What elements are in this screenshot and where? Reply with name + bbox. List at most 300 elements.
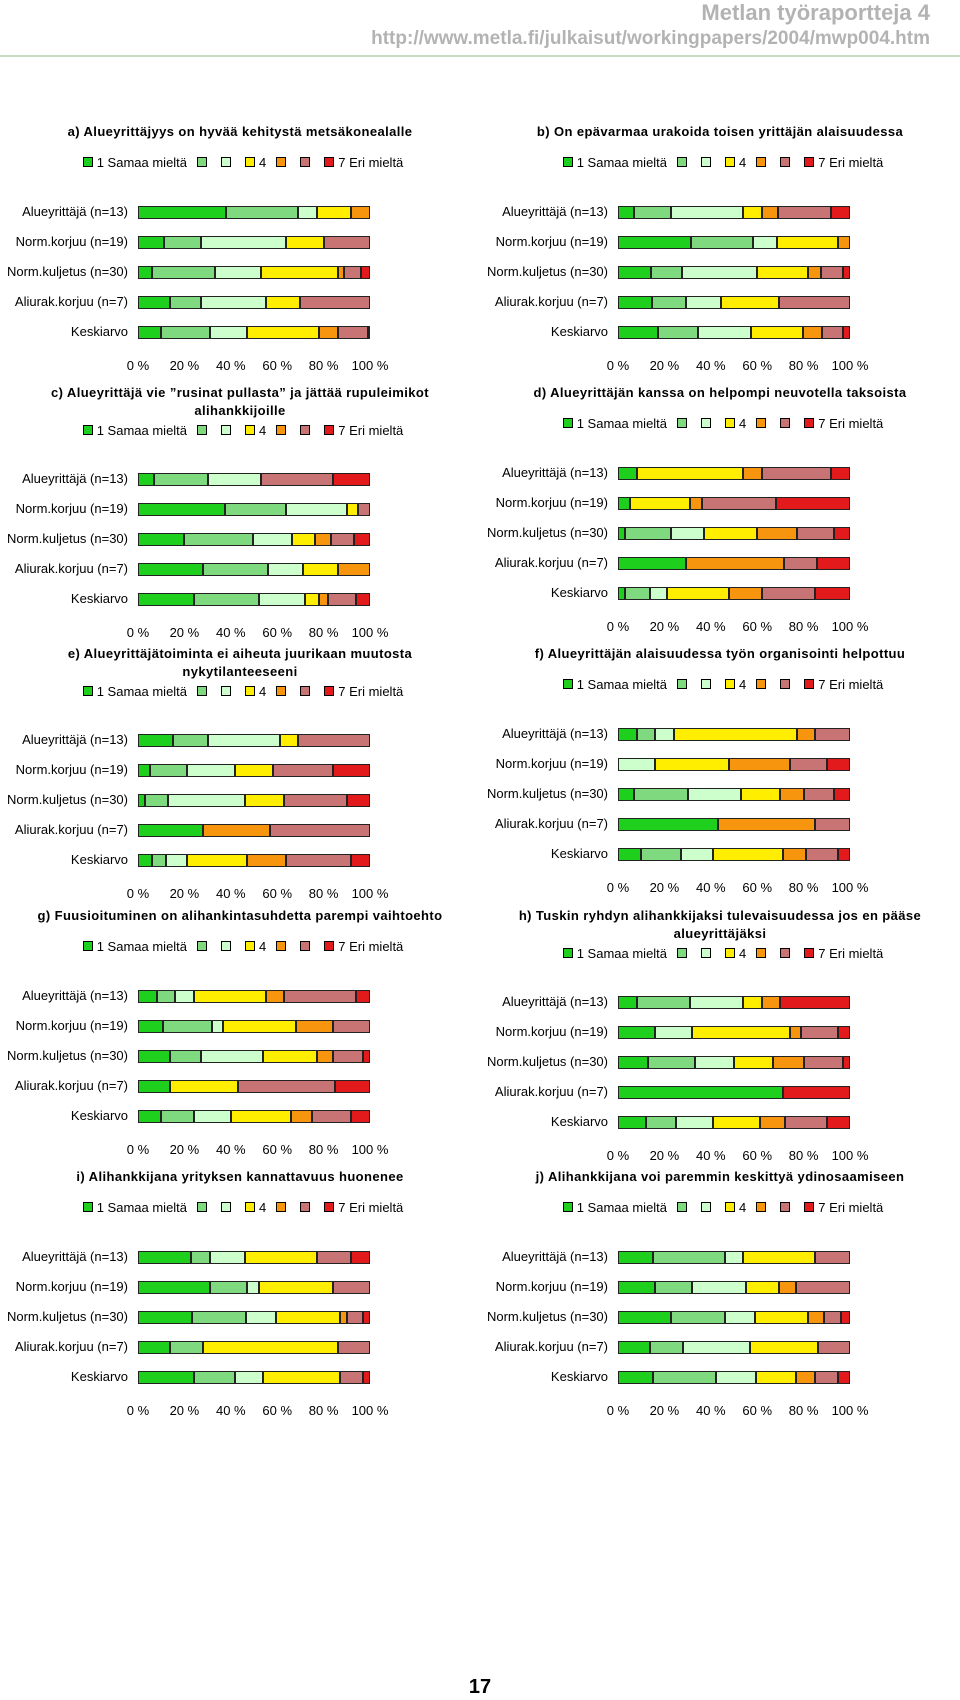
- bar-segment: [138, 824, 203, 837]
- bar-segment: [338, 326, 368, 339]
- report-url[interactable]: http://www.metla.fi/julkaisut/workingpapers/2004/mwp004.htm: [371, 28, 930, 49]
- bar-segment: [226, 206, 298, 219]
- axis-tick-label: 60 %: [742, 880, 773, 895]
- bar-segment: [838, 236, 850, 249]
- bar-segment: [363, 1371, 370, 1384]
- bar-segment: [138, 473, 154, 486]
- category-label: Alueyrittäjä (n=13): [22, 471, 128, 486]
- bar-segment: [170, 296, 202, 309]
- legend-label: 1 Samaa mieltä: [576, 416, 668, 431]
- bar-segment: [618, 296, 652, 309]
- chart-title: a) Alueyrittäjyys on hyvää kehitystä metsäkonealalle: [67, 124, 413, 139]
- bar-segment: [280, 734, 299, 747]
- bar-segment: [194, 990, 266, 1003]
- category-label: Alueyrittäjä (n=13): [22, 204, 128, 219]
- category-label: Norm.korjuu (n=19): [15, 1018, 128, 1033]
- legend-label: 1 Samaa mieltä: [576, 1200, 668, 1215]
- stacked-bar: [138, 593, 370, 606]
- category-label: Norm.korjuu (n=19): [495, 1024, 608, 1039]
- category-label: Aliurak.korjuu (n=7): [494, 294, 608, 309]
- legend-swatch: [677, 157, 687, 167]
- bar-segment: [319, 326, 338, 339]
- axis-tick-label: 80 %: [788, 619, 819, 634]
- category-label: Aliurak.korjuu (n=7): [494, 1084, 608, 1099]
- legend-swatch: [804, 1202, 814, 1212]
- category-label: Alueyrittäjä (n=13): [502, 994, 608, 1009]
- bar-segment: [741, 788, 780, 801]
- bar-segment: [743, 1251, 815, 1264]
- stacked-bar: [618, 296, 850, 309]
- bar-segment: [317, 206, 352, 219]
- bar-segment: [363, 1050, 370, 1063]
- axis-tick-label: 100 %: [351, 886, 389, 901]
- bar-segment: [333, 473, 370, 486]
- bar-segment: [138, 1020, 163, 1033]
- legend-label: 4: [739, 1200, 747, 1215]
- chart-title: i) Alihankkijana yrityksen kannattavuus huonenee: [76, 1169, 404, 1184]
- axis-tick-label: 0 %: [606, 1403, 630, 1418]
- category-label: Norm.korjuu (n=19): [495, 234, 608, 249]
- bar-segment: [276, 1311, 339, 1324]
- stacked-bar: [138, 1050, 370, 1063]
- bar-segment: [757, 527, 796, 540]
- bar-segment: [797, 728, 816, 741]
- bar-segment: [618, 1371, 653, 1384]
- bar-segment: [671, 1311, 724, 1324]
- bar-segment: [671, 527, 703, 540]
- bar-segment: [247, 326, 319, 339]
- page-number: 17: [468, 1676, 492, 1698]
- bar-segment: [328, 593, 356, 606]
- stacked-bar: [618, 497, 850, 510]
- axis-tick-label: 40 %: [695, 1403, 726, 1418]
- bar-segment: [815, 587, 850, 600]
- category-label: Aliurak.korjuu (n=7): [494, 555, 608, 570]
- axis-tick-label: 40 %: [695, 358, 726, 373]
- bar-segment: [827, 1116, 850, 1129]
- bar-segment: [815, 818, 850, 831]
- axis-tick-label: 100 %: [831, 1403, 869, 1418]
- legend-swatch: [677, 679, 687, 689]
- bar-segment: [152, 854, 166, 867]
- stacked-bar: [138, 563, 370, 576]
- legend-label: 1 Samaa mieltä: [576, 946, 668, 961]
- bar-segment: [804, 1056, 843, 1069]
- legend-swatch: [563, 157, 573, 167]
- bar-segment: [270, 824, 370, 837]
- axis-tick-label: 100 %: [831, 1148, 869, 1163]
- bar-segment: [762, 996, 781, 1009]
- legend-swatch: [83, 1202, 93, 1212]
- stacked-bar: [618, 206, 850, 219]
- bar-segment: [166, 854, 187, 867]
- bar-segment: [284, 990, 356, 1003]
- category-label: Norm.korjuu (n=19): [15, 1279, 128, 1294]
- chart-legend: [0, 155, 480, 170]
- chart-legend: [0, 1200, 480, 1215]
- axis-tick-label: 20 %: [649, 1148, 680, 1163]
- legend-swatch: [324, 425, 334, 435]
- stacked-bar: [618, 1116, 850, 1129]
- bar-segment: [261, 266, 338, 279]
- category-label: Keskiarvo: [550, 324, 608, 339]
- bar-segment: [784, 557, 817, 570]
- bar-segment: [618, 1251, 653, 1264]
- axis-tick-label: 100 %: [831, 880, 869, 895]
- chart-panel-b: [480, 118, 960, 398]
- bar-segment: [351, 1251, 370, 1264]
- bar-segment: [170, 1341, 202, 1354]
- axis-tick-label: 80 %: [308, 1403, 339, 1418]
- legend-swatch: [725, 418, 735, 428]
- axis-tick-label: 0 %: [606, 358, 630, 373]
- legend-label: 4: [259, 155, 267, 170]
- bar-segment: [822, 326, 843, 339]
- legend-swatch: [725, 948, 735, 958]
- stacked-bar: [618, 527, 850, 540]
- bar-segment: [780, 996, 850, 1009]
- legend-swatch: [197, 941, 207, 951]
- axis-tick-label: 80 %: [308, 625, 339, 640]
- bar-segment: [704, 527, 757, 540]
- legend-swatch: [197, 157, 207, 167]
- category-label: Norm.kuljetus (n=30): [6, 792, 128, 807]
- stacked-bar: [138, 1020, 370, 1033]
- bar-segment: [340, 1371, 363, 1384]
- axis-tick-label: 20 %: [169, 625, 200, 640]
- chart-panel-g: [0, 902, 480, 1182]
- legend-swatch: [300, 941, 310, 951]
- stacked-bar: [618, 788, 850, 801]
- bar-segment: [203, 824, 270, 837]
- bar-segment: [298, 734, 370, 747]
- stacked-bar: [138, 1110, 370, 1123]
- bar-segment: [347, 1311, 363, 1324]
- stacked-bar: [138, 533, 370, 546]
- bar-segment: [347, 503, 359, 516]
- bar-segment: [824, 1311, 840, 1324]
- stacked-bar: [618, 728, 850, 741]
- bar-segment: [637, 996, 690, 1009]
- stacked-bar: [138, 473, 370, 486]
- bar-segment: [804, 788, 834, 801]
- bar-segment: [266, 990, 285, 1003]
- category-label: Norm.korjuu (n=19): [15, 501, 128, 516]
- bar-segment: [618, 527, 625, 540]
- bar-segment: [651, 266, 682, 279]
- legend-swatch: [780, 1202, 790, 1212]
- bar-segment: [796, 1371, 815, 1384]
- bar-segment: [286, 854, 351, 867]
- stacked-bar: [138, 1311, 370, 1324]
- bar-segment: [150, 764, 187, 777]
- bar-segment: [194, 593, 259, 606]
- bar-segment: [618, 728, 637, 741]
- bar-segment: [838, 1026, 850, 1039]
- bar-segment: [300, 296, 370, 309]
- stacked-bar: [618, 326, 850, 339]
- axis-tick-label: 100 %: [351, 1142, 389, 1157]
- category-label: Alueyrittäjä (n=13): [22, 732, 128, 747]
- bar-segment: [783, 848, 806, 861]
- bar-segment: [686, 296, 720, 309]
- axis-tick-label: 0 %: [126, 886, 150, 901]
- bar-segment: [245, 1251, 317, 1264]
- axis-tick-label: 80 %: [788, 1148, 819, 1163]
- bar-segment: [818, 1341, 850, 1354]
- bar-segment: [734, 1056, 773, 1069]
- category-label: Aliurak.korjuu (n=7): [14, 1078, 128, 1093]
- bar-segment: [729, 587, 761, 600]
- bar-segment: [338, 1341, 370, 1354]
- axis-tick-label: 40 %: [215, 1142, 246, 1157]
- legend-label: 7 Eri mieltä: [338, 684, 404, 699]
- bar-segment: [618, 1056, 648, 1069]
- chart-legend: [480, 416, 960, 431]
- chart-panel-a: [0, 118, 480, 398]
- bar-segment: [344, 266, 360, 279]
- category-label: Norm.kuljetus (n=30): [6, 1048, 128, 1063]
- bar-segment: [838, 1371, 850, 1384]
- bar-segment: [674, 728, 797, 741]
- bar-segment: [755, 1311, 808, 1324]
- stacked-bar: [138, 266, 370, 279]
- stacked-bar: [138, 854, 370, 867]
- bar-segment: [192, 1311, 246, 1324]
- bar-segment: [247, 1281, 259, 1294]
- bar-segment: [138, 206, 226, 219]
- axis-tick-label: 100 %: [831, 619, 869, 634]
- bar-segment: [618, 1116, 646, 1129]
- bar-segment: [778, 206, 831, 219]
- bar-segment: [231, 1110, 291, 1123]
- axis-tick-label: 0 %: [126, 1403, 150, 1418]
- legend-label: 7 Eri mieltä: [338, 1200, 404, 1215]
- bar-segment: [338, 563, 370, 576]
- legend-label: 4: [259, 423, 267, 438]
- stacked-bar: [618, 996, 850, 1009]
- legend-label: 1 Samaa mieltä: [96, 684, 188, 699]
- category-label: Norm.korjuu (n=19): [495, 495, 608, 510]
- category-label: Norm.kuljetus (n=30): [6, 1309, 128, 1324]
- bar-segment: [138, 1341, 170, 1354]
- legend-label: 1 Samaa mieltä: [96, 155, 188, 170]
- bar-segment: [618, 587, 625, 600]
- bar-segment: [746, 1281, 780, 1294]
- legend-swatch: [83, 157, 93, 167]
- bar-segment: [184, 533, 253, 546]
- bar-segment: [259, 1281, 333, 1294]
- stacked-bar: [138, 1341, 370, 1354]
- axis-tick-label: 60 %: [262, 1142, 293, 1157]
- chart-title: e) Alueyrittäjätoiminta ei aiheuta juurikaan muutosta nykytilanteeseeni: [67, 646, 413, 679]
- stacked-bar: [138, 1251, 370, 1264]
- axis-tick-label: 60 %: [262, 625, 293, 640]
- axis-tick-label: 60 %: [742, 358, 773, 373]
- bar-segment: [713, 1116, 759, 1129]
- category-label: Alueyrittäjä (n=13): [502, 726, 608, 741]
- legend-swatch: [563, 1202, 573, 1212]
- legend-swatch: [804, 948, 814, 958]
- bar-segment: [757, 266, 808, 279]
- chart-legend: [480, 677, 960, 692]
- legend-swatch: [677, 418, 687, 428]
- chart-title: j) Alihankkijana voi paremmin keskittyä ydinosaamiseen: [535, 1169, 905, 1184]
- bar-segment: [655, 1281, 692, 1294]
- bar-segment: [351, 854, 370, 867]
- bar-segment: [790, 1026, 802, 1039]
- bar-segment: [138, 1251, 191, 1264]
- legend-swatch: [245, 425, 255, 435]
- category-label: Norm.korjuu (n=19): [495, 756, 608, 771]
- stacked-bar: [618, 758, 850, 771]
- bar-segment: [315, 533, 331, 546]
- category-label: Aliurak.korjuu (n=7): [14, 1339, 128, 1354]
- bar-segment: [702, 497, 776, 510]
- bar-segment: [751, 326, 803, 339]
- bar-segment: [340, 1311, 347, 1324]
- category-label: Norm.kuljetus (n=30): [486, 264, 608, 279]
- axis-tick-label: 100 %: [351, 625, 389, 640]
- legend-swatch: [677, 948, 687, 958]
- bar-segment: [655, 1026, 692, 1039]
- bar-segment: [695, 1056, 734, 1069]
- legend-swatch: [324, 1202, 334, 1212]
- bar-segment: [827, 758, 850, 771]
- axis-tick-label: 20 %: [649, 358, 680, 373]
- bar-segment: [138, 854, 152, 867]
- bar-segment: [676, 1116, 713, 1129]
- stacked-bar: [138, 734, 370, 747]
- legend-swatch: [701, 948, 711, 958]
- bar-segment: [245, 794, 284, 807]
- axis-tick-label: 100 %: [351, 358, 389, 373]
- axis-tick-label: 60 %: [742, 619, 773, 634]
- bar-segment: [743, 206, 762, 219]
- legend-swatch: [563, 948, 573, 958]
- stacked-bar: [618, 1251, 850, 1264]
- stacked-bar: [138, 824, 370, 837]
- bar-segment: [762, 587, 815, 600]
- chart-panel-d: [480, 379, 960, 659]
- bar-segment: [175, 990, 194, 1003]
- bar-segment: [273, 764, 333, 777]
- chart-legend: [480, 1200, 960, 1215]
- stacked-bar: [618, 587, 850, 600]
- bar-segment: [324, 236, 370, 249]
- bar-segment: [721, 296, 780, 309]
- bar-segment: [634, 206, 671, 219]
- axis-tick-label: 0 %: [126, 1142, 150, 1157]
- bar-segment: [298, 206, 317, 219]
- category-label: Norm.kuljetus (n=30): [6, 531, 128, 546]
- bar-segment: [317, 1251, 352, 1264]
- bar-segment: [138, 533, 184, 546]
- bar-segment: [831, 206, 850, 219]
- legend-label: 7 Eri mieltä: [818, 416, 884, 431]
- chart-panel-h: [480, 902, 960, 1182]
- category-label: Norm.kuljetus (n=30): [486, 1054, 608, 1069]
- bar-segment: [286, 503, 347, 516]
- axis-tick-label: 0 %: [606, 880, 630, 895]
- legend-swatch: [701, 679, 711, 689]
- bar-segment: [138, 1050, 170, 1063]
- legend-swatch: [300, 686, 310, 696]
- bar-segment: [246, 1311, 276, 1324]
- bar-segment: [173, 734, 208, 747]
- legend-label: 1 Samaa mieltä: [576, 155, 668, 170]
- bar-segment: [630, 497, 690, 510]
- axis-tick-label: 20 %: [169, 358, 200, 373]
- bar-segment: [208, 473, 261, 486]
- legend-swatch: [324, 941, 334, 951]
- bar-segment: [658, 326, 698, 339]
- bar-segment: [363, 1311, 370, 1324]
- category-label: Norm.korjuu (n=19): [15, 762, 128, 777]
- bar-segment: [618, 236, 691, 249]
- chart-legend: [480, 946, 960, 961]
- axis-tick-label: 80 %: [308, 358, 339, 373]
- bar-segment: [191, 1251, 210, 1264]
- axis-tick-label: 40 %: [215, 886, 246, 901]
- bar-segment: [210, 1251, 245, 1264]
- bar-segment: [618, 497, 630, 510]
- bar-segment: [686, 557, 784, 570]
- stacked-bar: [138, 503, 370, 516]
- axis-tick-label: 0 %: [126, 625, 150, 640]
- category-label: Alueyrittäjä (n=13): [502, 465, 608, 480]
- category-label: Aliurak.korjuu (n=7): [14, 294, 128, 309]
- stacked-bar: [618, 1371, 850, 1384]
- bar-segment: [305, 593, 319, 606]
- legend-swatch: [756, 418, 766, 428]
- bar-segment: [138, 1080, 170, 1093]
- axis-tick-label: 100 %: [831, 358, 869, 373]
- bar-segment: [356, 990, 370, 1003]
- bar-segment: [618, 1281, 655, 1294]
- legend-label: 4: [259, 1200, 267, 1215]
- bar-segment: [333, 1050, 363, 1063]
- category-label: Aliurak.korjuu (n=7): [494, 816, 608, 831]
- bar-segment: [762, 467, 832, 480]
- legend-swatch: [725, 157, 735, 167]
- legend-swatch: [276, 686, 286, 696]
- axis-tick-label: 80 %: [308, 886, 339, 901]
- category-label: Norm.kuljetus (n=30): [486, 786, 608, 801]
- bar-segment: [646, 1116, 676, 1129]
- bar-segment: [138, 990, 157, 1003]
- bar-segment: [212, 1020, 223, 1033]
- legend-swatch: [245, 686, 255, 696]
- category-label: Alueyrittäjä (n=13): [22, 988, 128, 1003]
- bar-segment: [625, 527, 671, 540]
- bar-segment: [618, 1341, 650, 1354]
- bar-segment: [223, 1020, 297, 1033]
- bar-segment: [760, 1116, 786, 1129]
- legend-swatch: [756, 679, 766, 689]
- bar-segment: [618, 818, 718, 831]
- category-label: Keskiarvo: [550, 585, 608, 600]
- legend-swatch: [221, 1202, 231, 1212]
- bar-segment: [335, 1080, 370, 1093]
- bar-segment: [145, 794, 168, 807]
- axis-tick-label: 80 %: [788, 358, 819, 373]
- bar-segment: [756, 1371, 796, 1384]
- bar-segment: [333, 764, 370, 777]
- bar-segment: [225, 503, 286, 516]
- axis-tick-label: 40 %: [695, 619, 726, 634]
- axis-tick-label: 80 %: [788, 1403, 819, 1418]
